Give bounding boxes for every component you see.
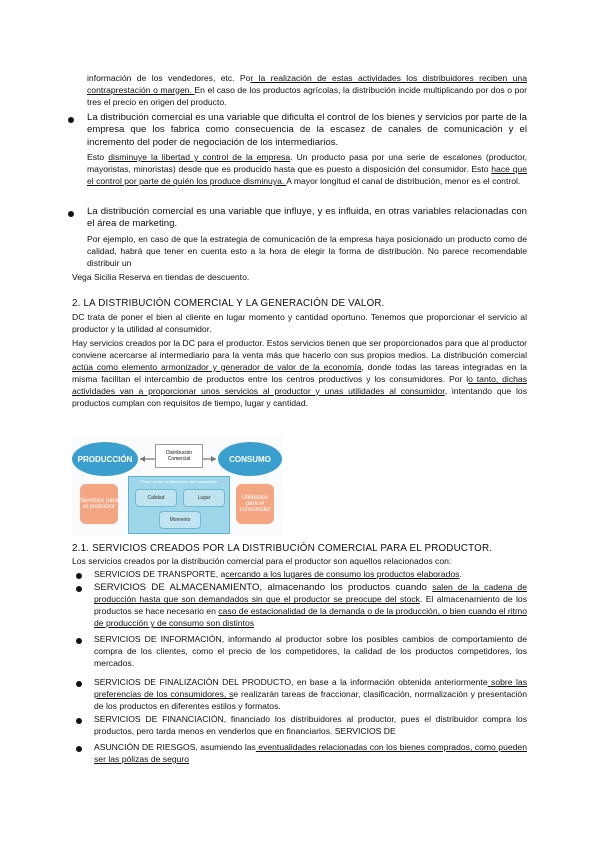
- item-financiacion: SERVICIOS DE FINANCIACIÓN, financiado los distribuidores al productor, pues el distribuidor compra los productos, pero tarda menos en venderlos que en financiarlos. SERVICIOS DE: [94, 714, 527, 736]
- intro-text-underlined: r la realización de estas actividades los distribuidores reciben una contraprestación o margen.: [87, 73, 527, 95]
- intro-paragraph: [87, 73, 527, 109]
- bullet-dot: [76, 638, 82, 644]
- inner-lugar: Lugar: [183, 489, 225, 507]
- center-panel: [128, 476, 230, 534]
- section2-paragraph-2: Hay servicios creados por la DC para el productor. Estos servicios tienen que ser proporcionados para que al productor conviene acercarse al intermediario para la venta más que hacerlo con sus propios medios. La distribución comercial actúa como elemento armonizador y generador de valor de la economía, donde todas las tareas integradas en la misma facilitan el intercambio de productos entre los centros productivos y los consumidores. Por lo tanto, dichas actividades van a proporcionar unos servicios al productor y unas utilidades al consumidor, intentando que los productos cumplan con requisitos de tiempo, lugar y cantidad.: [72, 338, 528, 408]
- inner-momento: Momento: [159, 511, 201, 529]
- bullet-dot: [76, 586, 82, 592]
- distribution-diagram: [72, 436, 282, 536]
- bullet-control-detail: Esto disminuye la libertad y control de la empresa. Un producto pasa por una serie de escalones (productor, mayoristas, minoristas) desde que es producido hasta que es puesto a disposición del consumidor. Esto hace que el control por parte de quién los produce disminuya. A mayor longitud el canal de distribución, menor es el control.: [87, 152, 527, 186]
- bullet-marketing-tail: Vega Sicilia Reserva en tiendas de descuento.: [72, 272, 250, 282]
- item-almacenamiento: SERVICIOS DE ALMACENAMIENTO, almacenando los productos cuando salen de la cadena de producción hasta que son demandados sin que el productor se preocupe del stock. El almacenamiento de los productos se hace necesario en caso de estacionalidad de la demanda o de la producción, o bien cuando el ritmo de producción y de consumo son distintos: [94, 582, 527, 629]
- item-informacion: SERVICIOS DE INFORMACIÓN, informando al productor sobre los posibles cambios de comportamiento de compra de los clientes, como el precio de los competidores, la calidad de los productos competidores, los mercados.: [94, 634, 527, 668]
- bullet-marketing-detail: Por ejemplo, en caso de que la estrategia de comunicación de la empresa haya posicionado un producto como de calidad, habrá que tener en cuenta esto a la hora de elegir la forma de distribución. No parece recomendable distribuir un: [87, 234, 527, 268]
- box-utilidades-consumidor: Utilidades para el consumidor: [236, 484, 274, 524]
- bullet-dot: [76, 573, 82, 579]
- bullet-marketing: La distribución comercial es una variable que influye, y es influida, en otras variables relacionadas con el área de marketing.: [87, 206, 527, 230]
- produccion-oval: PRODUCCIÓN: [72, 442, 138, 476]
- panel-title: Poner el bien a disposición del consumidor: [140, 479, 218, 484]
- bullet-dot: [68, 117, 74, 123]
- center-label: Distribución Comercial: [155, 444, 203, 468]
- inner-calidad: Calidad: [135, 489, 177, 507]
- subsection-heading: 2.1. SERVICIOS CREADOS POR LA DISTRIBUCIÓN COMERCIAL PARA EL PRODUCTOR.: [72, 543, 493, 554]
- item-finalizacion: SERVICIOS DE FINALIZACIÓN DEL PRODUCTO, en base a la información obtenida anteriormente sobre las preferencias de los consumidores, se realizarán tareas de fraccionar, clasificación, normalización y presentación de los productos en diferentes estilos y formatos.: [94, 677, 527, 711]
- bullet-dot: [76, 718, 82, 724]
- item-transporte: SERVICIOS DE TRANSPORTE, acercando a los lugares de consumo los productos elaborados.: [94, 569, 462, 579]
- bullet-dot: [76, 746, 82, 752]
- subsection-intro: Los servicios creados por la distribución comercial para el productor son aquellos relacionados con:: [72, 556, 452, 566]
- consumo-oval: CONSUMO: [218, 442, 282, 476]
- bullet-dot: [76, 681, 82, 687]
- bullet-control: La distribución comercial es una variable que dificulta el control de los bienes y servicios por parte de la empresa que los fabrica como consecuencia de la escasez de canales de comunicación y el incremento del poder de negociación de los intermediarios.: [87, 112, 527, 148]
- bullet-dot: [68, 211, 74, 217]
- intro-text-a: información de los vendedores, etc. Po: [87, 73, 251, 83]
- intro-text-c: En el caso de los productos agrícolas, la distribución incide multiplicando por dos o por tres el precio en origen del producto.: [87, 84, 527, 107]
- section-heading: 2. LA DISTRIBUCIÓN COMERCIAL Y LA GENERACIÓN DE VALOR.: [72, 298, 385, 309]
- box-servicios-productor: Servicios para el productor: [80, 484, 118, 524]
- item-riesgos: ASUNCIÓN DE RIESGOS, asumiendo las eventualidades relacionadas con los bienes comprados, como pueden ser las pólizas de seguro: [94, 742, 527, 764]
- section2-paragraph-1: DC trata de poner el bien al cliente en lugar momento y cantidad oportuno. Tenemos que proporcionar el servicio al productor y la utilidad al consumidor.: [72, 312, 527, 334]
